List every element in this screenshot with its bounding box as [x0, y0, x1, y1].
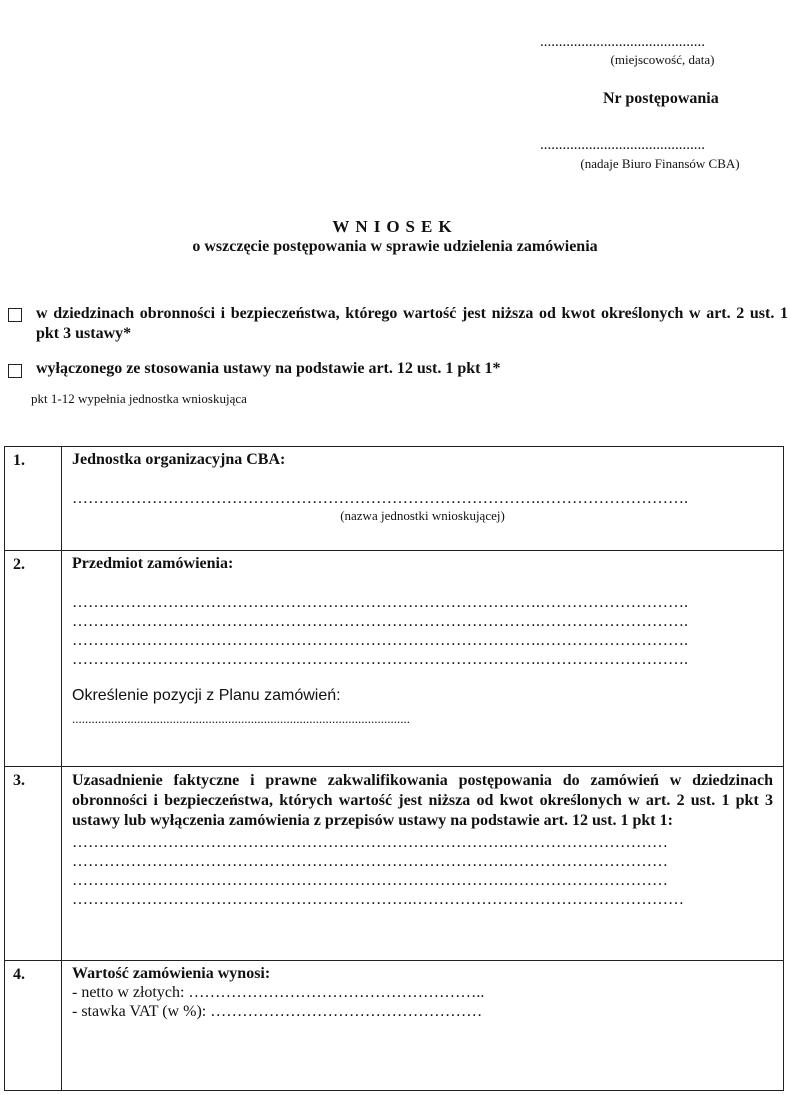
row-number: 1. — [5, 447, 62, 551]
fill-line[interactable]: …………………………………………………………………………….………………………. — [72, 594, 688, 611]
fill-line[interactable]: …………………………………………………………………………….………………………. — [72, 651, 688, 668]
case-number-dots: ............................................ — [540, 137, 705, 153]
row-content — [62, 551, 784, 767]
row-label: Jednostka organizacyjna CBA: — [72, 451, 286, 468]
option-label: wyłączonego ze stosowania ustawy na podstawie art. 12 ust. 1 pkt 1* — [36, 360, 501, 377]
case-number-caption: (nadaje Biuro Finansów CBA) — [580, 156, 740, 171]
row-label: Wartość zamówienia wynosi: — [72, 965, 271, 982]
table-row — [5, 551, 784, 767]
row-content — [62, 447, 784, 551]
fill-note: pkt 1-12 wypełnia jednostka wnioskująca — [31, 391, 247, 406]
checkbox-icon[interactable] — [8, 308, 22, 322]
field-caption: (nazwa jednostki wnioskującej) — [340, 508, 505, 523]
table-row — [5, 447, 784, 551]
document-subtitle: o wszczęcie postępowania w sprawie udzielenia zamówienia — [192, 238, 598, 255]
fill-line[interactable]: ……………………………………………………………………….………………………… — [72, 834, 668, 851]
plan-label: Określenie pozycji z Planu zamówień: — [72, 687, 341, 704]
fill-line[interactable]: ……………………………………………………….…………………………………………… — [72, 891, 684, 908]
form-table — [4, 446, 784, 1091]
fill-line[interactable]: …………………………………………………………………………….………………………. — [72, 613, 688, 630]
checkbox-icon[interactable] — [8, 364, 22, 378]
row-number: 3. — [5, 767, 62, 961]
option-label: w dziedzinach obronności i bezpieczeństwa, którego wartość jest niższa od kwot określonych w art. 2 ust. 1 pkt 3 ustawy* — [36, 305, 788, 342]
row-content — [62, 767, 784, 961]
fill-line[interactable]: …………………………………………………………………………….………………………. — [72, 632, 688, 649]
fill-line[interactable]: ……………………………………………………………………….………………………… — [72, 872, 668, 889]
fill-line[interactable]: …………………………………………………………………………….………………………. — [72, 490, 688, 507]
row-content — [62, 961, 784, 1091]
net-value-line[interactable]: - netto w złotych: ……………………………………………….. — [72, 984, 485, 1001]
option-defense-security[interactable] — [8, 304, 788, 344]
row-number: 4. — [5, 961, 62, 1091]
document-title: WNIOSEK — [332, 217, 458, 236]
vat-rate-line[interactable]: - stawka VAT (w %): …………………………………………… — [72, 1003, 483, 1020]
option-excluded[interactable] — [8, 360, 768, 378]
row-number: 2. — [5, 551, 62, 767]
table-row — [5, 767, 784, 961]
row-label: Uzasadnienie faktyczne i prawne zakwalifikowania postępowania do zamówień w dziedzinach obronności i bezpieczeństwa, których wartość jest niższa od kwot określonych w art. 2 ust. 1 pkt 3 ustawy lub wyłączenia zamówienia z przepisów ustawy na podstawie art. 12 ust. 1 pkt 1: — [72, 772, 773, 829]
fill-line[interactable]: ……………………………………………………………………….………………………… — [72, 853, 668, 870]
place-date-caption: (miejscowość, data) — [610, 52, 715, 67]
place-date-dots: ............................................ — [540, 34, 705, 50]
table-row — [5, 961, 784, 1091]
case-number-label: Nr postępowania — [603, 90, 719, 107]
row-label: Przedmiot zamówienia: — [72, 555, 234, 572]
plan-fill-line[interactable]: ........................................................................................................ — [72, 711, 410, 726]
